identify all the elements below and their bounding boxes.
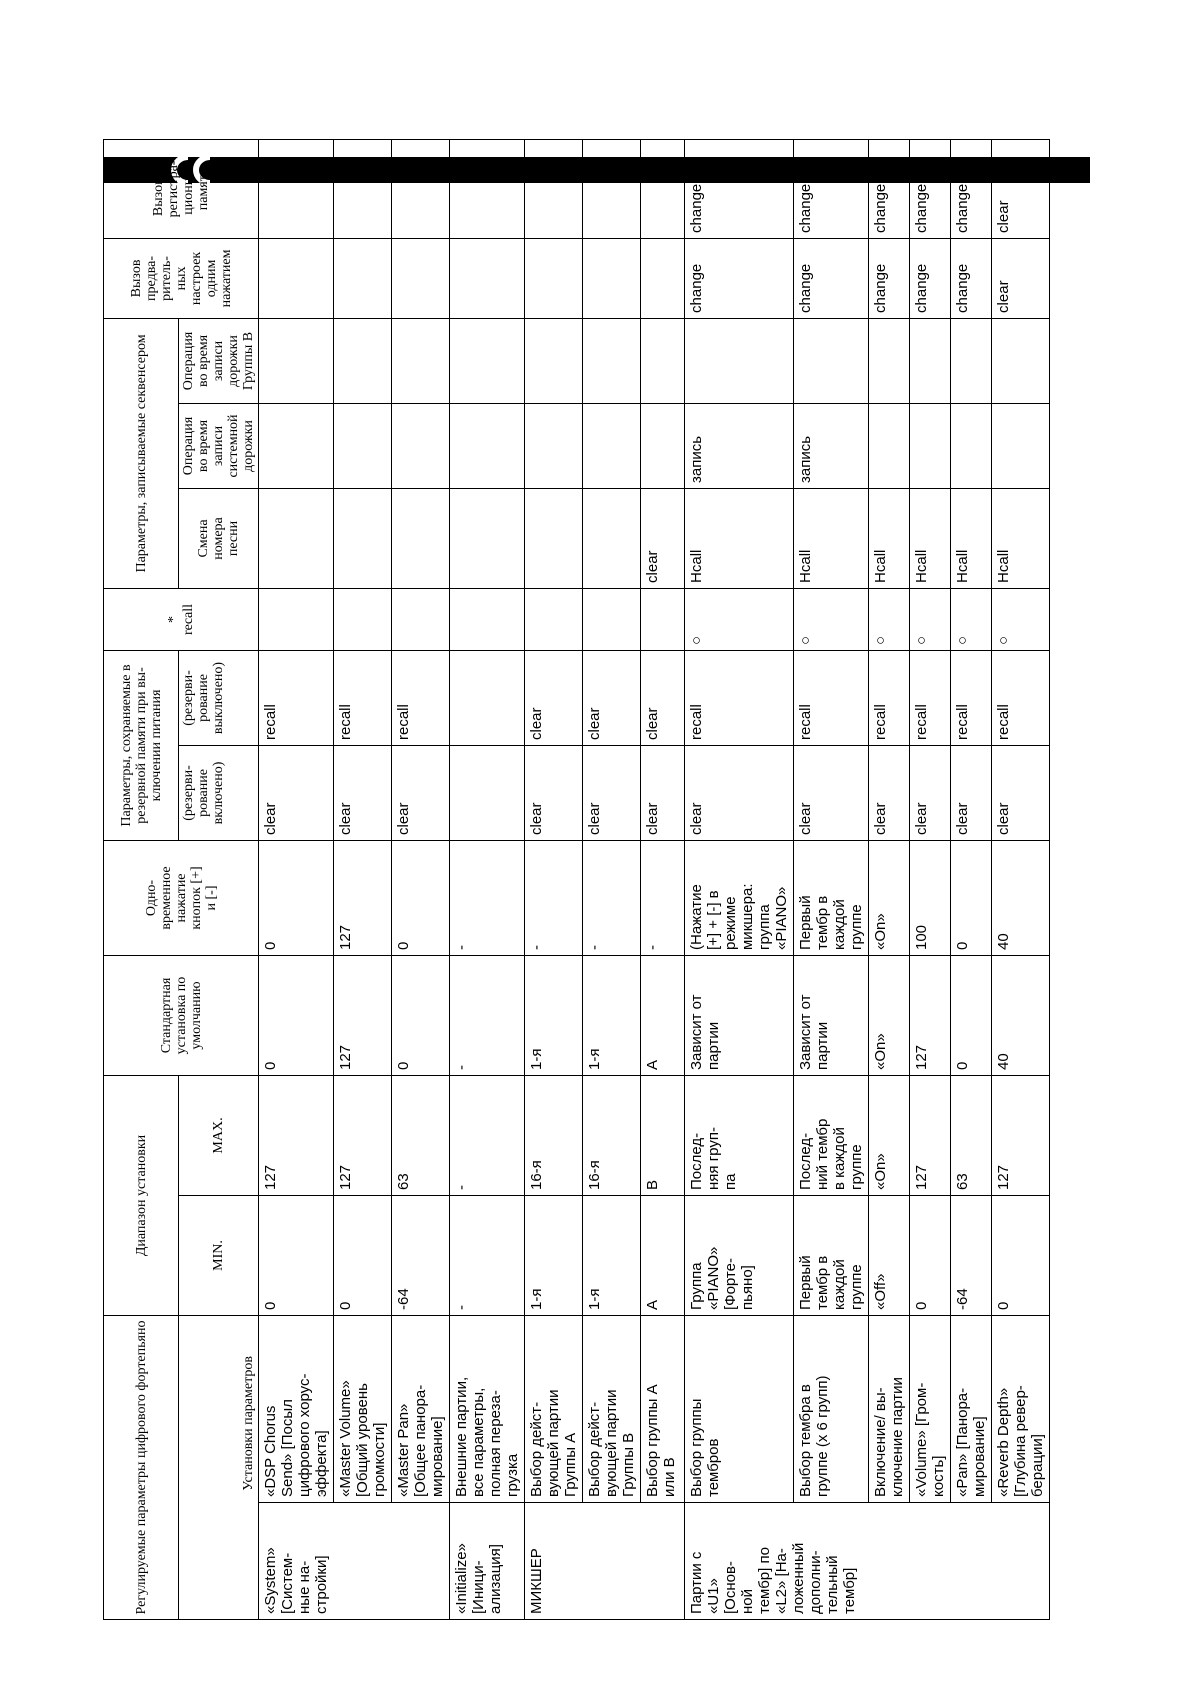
param-cell: Выбор группы тембров	[685, 1316, 794, 1503]
regmem-cell: clear	[992, 139, 1050, 238]
recall-cell	[334, 588, 392, 650]
backup-off-cell	[450, 650, 525, 745]
song-change-cell	[525, 488, 583, 588]
max-cell: 127	[259, 1076, 334, 1196]
max-cell: Послед- няя груп- па	[685, 1076, 794, 1196]
backup-off-cell: recall	[259, 650, 334, 745]
parameters-table	[103, 139, 1050, 1620]
max-cell: «On»	[869, 1076, 910, 1196]
simultaneous-cell: 100	[910, 841, 951, 956]
table-row	[794, 139, 869, 1619]
table-row	[685, 139, 794, 1619]
backup-off-cell: recall	[951, 650, 992, 745]
max-cell: 16-я	[583, 1076, 641, 1196]
min-cell: «Off»	[869, 1196, 910, 1316]
header-system-track: Операция во время записи системной дорожки	[179, 403, 259, 488]
default-cell: 0	[259, 956, 334, 1076]
min-cell: -64	[951, 1196, 992, 1316]
header-recall: * recall	[104, 588, 259, 650]
groupb-track-cell	[392, 318, 450, 403]
default-cell: 127	[334, 956, 392, 1076]
backup-off-cell: recall	[392, 650, 450, 745]
header-groupb-track: Операция во время записи дорожки Группы B	[179, 318, 259, 403]
simultaneous-cell: -	[450, 841, 525, 956]
system-track-cell	[450, 403, 525, 488]
backup-off-cell: clear	[641, 650, 685, 745]
backup-on-cell: clear	[525, 746, 583, 841]
param-cell: «Master Volume» [Общий уровень громкости]	[334, 1316, 392, 1503]
default-cell: «On»	[869, 956, 910, 1076]
simultaneous-cell: -	[583, 841, 641, 956]
system-track-cell	[392, 403, 450, 488]
recall-cell: ○	[951, 588, 992, 650]
simultaneous-cell: 0	[259, 841, 334, 956]
default-cell: 127	[910, 956, 951, 1076]
song-change-cell: clear	[641, 488, 685, 588]
groupb-track-cell	[525, 318, 583, 403]
header-regmem: Вызов из регистра- ционной памяти	[104, 139, 259, 238]
regmem-cell	[641, 139, 685, 238]
default-cell: 40	[992, 956, 1050, 1076]
onetouch-cell: change	[869, 238, 910, 318]
header-onetouch: Вызов предва- ритель- ных настроек одним нажатием	[104, 238, 259, 318]
backup-on-cell: clear	[951, 746, 992, 841]
default-cell: 0	[951, 956, 992, 1076]
max-cell: 127	[334, 1076, 392, 1196]
default-cell: A	[641, 956, 685, 1076]
param-cell: Выбор дейст- вующей партии Группы B	[583, 1316, 641, 1503]
table-row	[641, 139, 685, 1619]
simultaneous-cell: 127	[334, 841, 392, 956]
song-change-cell: Hcall	[951, 488, 992, 588]
song-change-cell	[392, 488, 450, 588]
min-cell: 0	[910, 1196, 951, 1316]
header-backup: Параметры, сохраняемые в резервной памяти при вы-ключении питания	[104, 650, 179, 840]
header-song-change: Смена номера песни	[179, 488, 259, 588]
param-cell: «Pan» [Панора- мирование]	[951, 1316, 992, 1503]
min-cell: 1-я	[525, 1196, 583, 1316]
default-cell: Зависит от партии	[685, 956, 794, 1076]
backup-off-cell: recall	[685, 650, 794, 745]
table-row	[869, 139, 910, 1619]
param-cell: Выбор тембра в группе (x 6 групп)	[794, 1316, 869, 1503]
header-regulated: Регулируемые параметры цифрового фортепьяно	[104, 1316, 179, 1620]
simultaneous-cell: -	[641, 841, 685, 956]
song-change-cell	[334, 488, 392, 588]
groupb-track-cell	[910, 318, 951, 403]
group-cell: МИКШЕР	[525, 1503, 685, 1620]
groupb-track-cell	[334, 318, 392, 403]
header-range: Диапазон установки	[104, 1076, 179, 1316]
regmem-cell	[583, 139, 641, 238]
simultaneous-cell: (Нажатие [+] + [-] в режиме микшера: группа «PIANO»	[685, 841, 794, 956]
backup-on-cell: clear	[794, 746, 869, 841]
recall-cell	[450, 588, 525, 650]
backup-on-cell: clear	[685, 746, 794, 841]
onetouch-cell: change	[794, 238, 869, 318]
onetouch-cell: change	[910, 238, 951, 318]
min-cell: 1-я	[583, 1196, 641, 1316]
onetouch-cell	[641, 238, 685, 318]
regmem-cell: change	[685, 139, 794, 238]
groupb-track-cell	[794, 318, 869, 403]
backup-off-cell: recall	[334, 650, 392, 745]
onetouch-cell	[259, 238, 334, 318]
table-row	[259, 139, 334, 1619]
backup-on-cell: clear	[641, 746, 685, 841]
header-backup-off: (резерви- рование выключено)	[179, 650, 259, 745]
song-change-cell: Hcall	[910, 488, 951, 588]
simultaneous-cell: «On»	[869, 841, 910, 956]
recall-cell	[525, 588, 583, 650]
onetouch-cell: change	[685, 238, 794, 318]
min-cell: 0	[259, 1196, 334, 1316]
groupb-track-cell	[869, 318, 910, 403]
header-sequencer: Параметры, записываемые секвенсером	[104, 318, 179, 588]
table-row	[334, 139, 392, 1619]
header-max: MAX.	[179, 1076, 259, 1196]
recall-cell	[583, 588, 641, 650]
onetouch-cell: change	[951, 238, 992, 318]
table-row	[910, 139, 951, 1619]
song-change-cell	[583, 488, 641, 588]
backup-off-cell: recall	[992, 650, 1050, 745]
param-cell: «DSP Chorus Send» [Посыл цифрового хорус- эффекта]	[259, 1316, 334, 1503]
onetouch-cell	[583, 238, 641, 318]
max-cell: 127	[992, 1076, 1050, 1196]
recall-cell	[392, 588, 450, 650]
min-cell: Группа «PIANO» [Форте- пьяно]	[685, 1196, 794, 1316]
backup-on-cell: clear	[992, 746, 1050, 841]
regmem-cell	[525, 139, 583, 238]
max-cell: 127	[910, 1076, 951, 1196]
backup-on-cell: clear	[334, 746, 392, 841]
backup-on-cell	[450, 746, 525, 841]
song-change-cell: Hcall	[685, 488, 794, 588]
song-change-cell: Hcall	[869, 488, 910, 588]
param-cell: Выбор группы A или B	[641, 1316, 685, 1503]
onetouch-cell	[392, 238, 450, 318]
recall-cell: ○	[910, 588, 951, 650]
simultaneous-cell: 0	[392, 841, 450, 956]
recall-cell: ○	[794, 588, 869, 650]
table-row	[992, 139, 1050, 1619]
backup-off-cell: clear	[583, 650, 641, 745]
onetouch-cell: clear	[992, 238, 1050, 318]
backup-off-cell: recall	[910, 650, 951, 745]
regmem-cell: change	[794, 139, 869, 238]
groupb-track-cell	[685, 318, 794, 403]
param-cell: Выбор дейст- вующей партии Группы A	[525, 1316, 583, 1503]
backup-on-cell: clear	[392, 746, 450, 841]
backup-on-cell: clear	[869, 746, 910, 841]
param-cell: «Master Pan» [Общее панора- мирование]	[392, 1316, 450, 1503]
default-cell: 1-я	[525, 956, 583, 1076]
regmem-cell	[334, 139, 392, 238]
header-setting: Установки параметров	[179, 1316, 259, 1620]
groupb-track-cell	[992, 318, 1050, 403]
max-cell: 63	[392, 1076, 450, 1196]
onetouch-cell	[450, 238, 525, 318]
default-cell: 0	[392, 956, 450, 1076]
recall-cell: ○	[869, 588, 910, 650]
song-change-cell: Hcall	[992, 488, 1050, 588]
system-track-cell	[525, 403, 583, 488]
max-cell: B	[641, 1076, 685, 1196]
system-track-cell	[259, 403, 334, 488]
max-cell: Послед- ний тембр в каждой группе	[794, 1076, 869, 1196]
onetouch-cell	[525, 238, 583, 318]
system-track-cell	[583, 403, 641, 488]
simultaneous-cell: Первый тембр в каждой группе	[794, 841, 869, 956]
min-cell: Первый тембр в каждой группе	[794, 1196, 869, 1316]
regmem-cell: change	[910, 139, 951, 238]
header-backup-on: (резерви- рование включено)	[179, 746, 259, 841]
backup-on-cell: clear	[910, 746, 951, 841]
simultaneous-cell: 40	[992, 841, 1050, 956]
header-simultaneous: Одно- временное нажатие кнопок [+] и [-]	[104, 841, 259, 956]
system-track-cell	[334, 403, 392, 488]
min-cell: -64	[392, 1196, 450, 1316]
group-cell: «Initialize» [Иници- ализация]	[450, 1503, 525, 1620]
system-track-cell	[910, 403, 951, 488]
song-change-cell	[450, 488, 525, 588]
simultaneous-cell: -	[525, 841, 583, 956]
table-row	[583, 139, 641, 1619]
system-track-cell: запись	[794, 403, 869, 488]
system-track-cell: запись	[685, 403, 794, 488]
groupb-track-cell	[450, 318, 525, 403]
groupb-track-cell	[951, 318, 992, 403]
table-row	[951, 139, 992, 1619]
backup-off-cell: recall	[794, 650, 869, 745]
default-cell: Зависит от партии	[794, 956, 869, 1076]
song-change-cell	[259, 488, 334, 588]
max-cell: -	[450, 1076, 525, 1196]
regmem-cell: change	[951, 139, 992, 238]
table-row	[525, 139, 583, 1619]
group-cell: «System» [Систем- ные на- стройки]	[259, 1503, 450, 1620]
system-track-cell	[641, 403, 685, 488]
simultaneous-cell: 0	[951, 841, 992, 956]
default-cell: 1-я	[583, 956, 641, 1076]
groupb-track-cell	[641, 318, 685, 403]
backup-off-cell: recall	[869, 650, 910, 745]
table-row	[392, 139, 450, 1619]
recall-cell: ○	[685, 588, 794, 650]
recall-cell	[641, 588, 685, 650]
system-track-cell	[951, 403, 992, 488]
param-cell: «Reverb Depth» [Глубина ревер- берации]	[992, 1316, 1050, 1503]
onetouch-cell	[334, 238, 392, 318]
default-cell: -	[450, 956, 525, 1076]
backup-on-cell: clear	[583, 746, 641, 841]
groupb-track-cell	[583, 318, 641, 403]
param-cell: Внешние партии, все параметры, полная переза- грузка	[450, 1316, 525, 1503]
param-cell: Включение/ вы- ключение партии	[869, 1316, 910, 1503]
group-cell: Партии с «U1» [Основ- ной тембр] по «L2» [На- ложенный дополни- тельный тембр]	[685, 1503, 1050, 1620]
parameters-table-frame	[103, 160, 1046, 1620]
max-cell: 16-я	[525, 1076, 583, 1196]
system-track-cell	[992, 403, 1050, 488]
param-cell: «Volume» [Гром- кость]	[910, 1316, 951, 1503]
min-cell: 0	[334, 1196, 392, 1316]
header-default: Стандартная установка по умолчанию	[104, 956, 259, 1076]
regmem-cell: change	[869, 139, 910, 238]
min-cell: 0	[992, 1196, 1050, 1316]
backup-on-cell: clear	[259, 746, 334, 841]
song-change-cell: Hcall	[794, 488, 869, 588]
recall-cell: ○	[992, 588, 1050, 650]
recall-cell	[259, 588, 334, 650]
max-cell: 63	[951, 1076, 992, 1196]
table-row	[450, 139, 525, 1619]
min-cell: A	[641, 1196, 685, 1316]
regmem-cell	[259, 139, 334, 238]
regmem-cell	[392, 139, 450, 238]
min-cell: -	[450, 1196, 525, 1316]
header-min: MIN.	[179, 1196, 259, 1316]
groupb-track-cell	[259, 318, 334, 403]
regmem-cell	[450, 139, 525, 238]
system-track-cell	[869, 403, 910, 488]
backup-off-cell: clear	[525, 650, 583, 745]
